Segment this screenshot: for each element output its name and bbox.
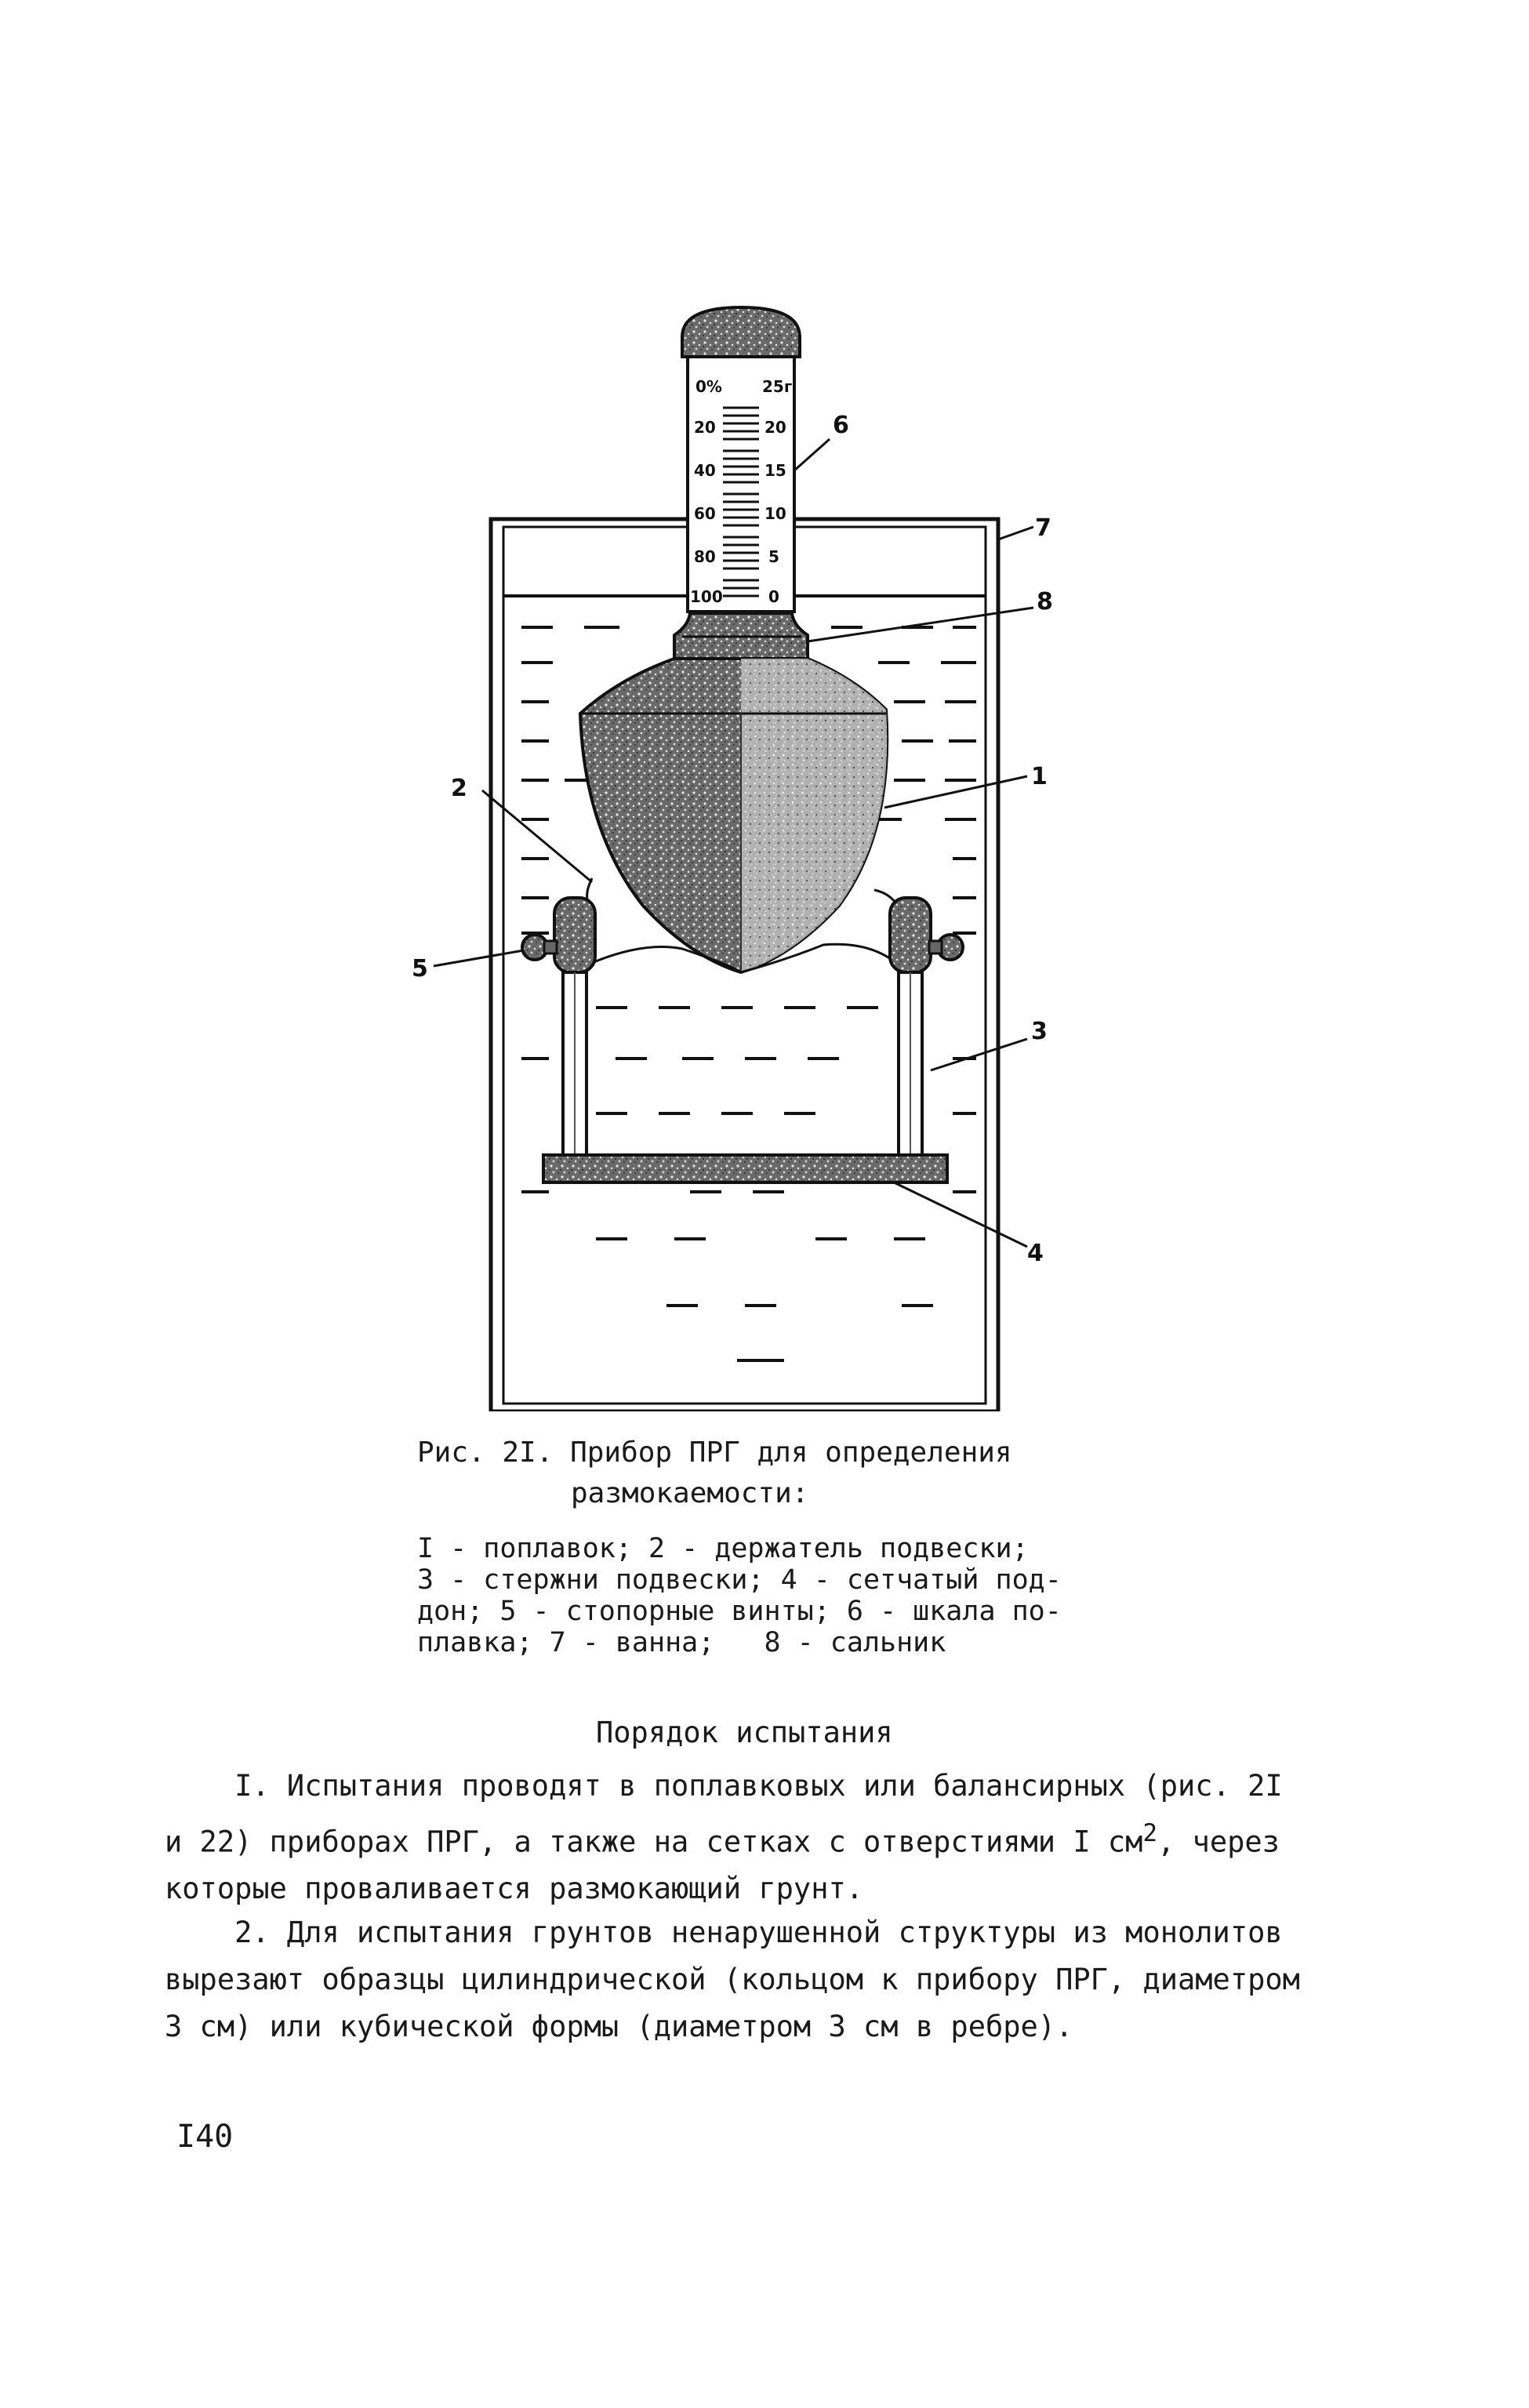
paragraph-text: , через [1157, 1825, 1280, 1859]
callout-5: 5 [412, 955, 428, 982]
scale-left-20: 20 [694, 418, 716, 437]
scale-right-0: 0 [768, 587, 779, 606]
callout-3: 3 [1031, 1018, 1048, 1045]
scale-left-100: 100 [690, 587, 723, 606]
paragraph-line: которые проваливается размокающий грунт. [165, 1872, 864, 1906]
paragraph-line [165, 1810, 1333, 1865]
figure-legend [417, 1533, 1139, 1658]
scale-left-40: 40 [694, 461, 716, 480]
scale-left-0: 0% [695, 377, 722, 396]
callout-1: 1 [1031, 763, 1048, 790]
float [580, 659, 887, 972]
legend-line: плавка; 7 - ванна; 8 - сальник [417, 1627, 946, 1658]
figure-caption-title: Рис. 2I. Прибор ПРГ для определения [417, 1436, 1012, 1469]
scale-left-80: 80 [694, 547, 716, 566]
superscript: 2 [1142, 1819, 1158, 1847]
figure-caption-subtitle: размокаемости: [571, 1477, 809, 1509]
paragraph-line: 3 см) или кубической формы (диаметром 3 см в ребре). [165, 2010, 1073, 2043]
scale-tube [682, 307, 800, 612]
gland [674, 613, 808, 659]
callout-8: 8 [1037, 588, 1053, 616]
callout-2: 2 [451, 775, 467, 802]
scale-right-15: 15 [764, 461, 786, 480]
scale-left-60: 60 [694, 504, 716, 523]
paragraph-2 [165, 1909, 1333, 2050]
paragraph-text: и 22) приборах ПРГ, а также на сетках с отверстиями I см [165, 1825, 1143, 1859]
scale-right-20: 20 [764, 418, 786, 437]
paragraph-line: I. Испытания проводят в поплавковых или балансирных (рис. 2I [165, 1769, 1283, 1803]
legend-line: I - поплавок; 2 - держатель подвески; [417, 1533, 1029, 1564]
section-title: Порядок испытания [596, 1716, 893, 1749]
scale-right-10: 10 [764, 504, 786, 523]
paragraph-line: 2. Для испытания грунтов ненарушенной структуры из монолитов [165, 1916, 1283, 1949]
legend-line: 3 - стержни подвески; 4 - сетчатый под- [417, 1564, 1062, 1596]
callout-6: 6 [833, 412, 849, 439]
callout-4: 4 [1027, 1240, 1044, 1267]
paragraph-line: вырезают образцы цилиндрической (кольцом к прибору ПРГ, диаметром [165, 1963, 1300, 1996]
legend-line: дон; 5 - стопорные винты; 6 - шкала по- [417, 1596, 1062, 1627]
paragraph-1 [165, 1763, 1333, 1912]
callout-7: 7 [1035, 514, 1051, 542]
scale-right-25: 25г [762, 377, 793, 396]
scale-right-5: 5 [768, 547, 779, 566]
mesh-tray [543, 1155, 947, 1182]
page-number: I40 [176, 2119, 234, 2155]
